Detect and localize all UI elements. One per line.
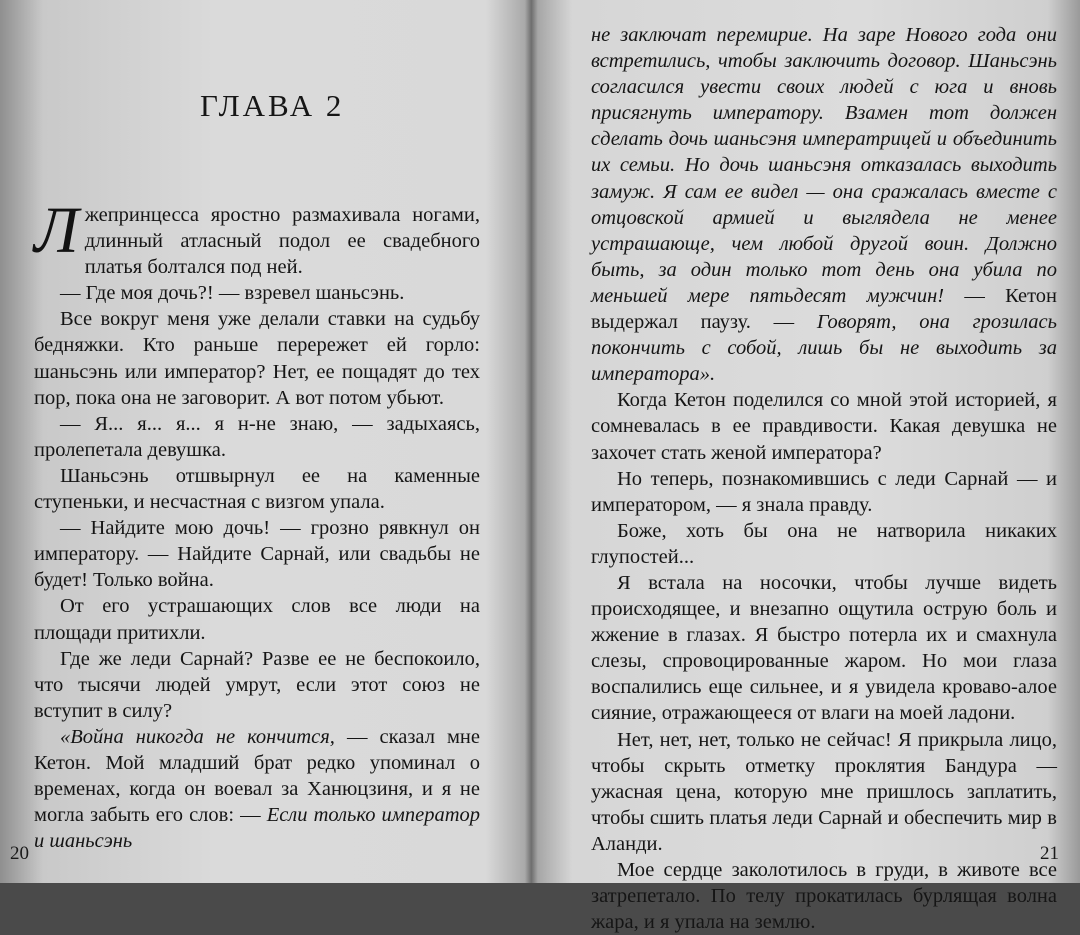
paragraph: — Найдите мою дочь! — грозно рявкнул он императору. — Найдите Сарнай, или свадьбы не будет! Только война. [34,517,480,592]
opening-paragraph [34,194,480,280]
paragraph: Где же леди Сарнай? Разве ее не беспокоило, что тысячи людей умрут, если этот союз не вступит в силу? [34,647,480,722]
quote-italic: «Война никогда не кончится, [60,725,335,748]
paragraph: — Я... я... я... я н-не знаю, — задыхаясь, пролепетала девушка. [34,412,480,461]
quote-plain: — сказал мне Кетон. Мой младший брат редко упоминал о временах, когда он воевал за Ханюцзиня, и я не могла забыть его слов: — [34,725,480,827]
paragraph: Но теперь, познакомившись с леди Сарнай — и императором, — я знала правду. [591,467,1057,516]
paragraph: Шаньсэнь отшвырнул ее на каменные ступеньки, и несчастная с визгом упала. [34,464,480,514]
quote-plain: — Кетон выдержал паузу. — [591,284,1058,334]
paragraph: От его устрашающих слов все люди на площади притихли. [34,595,480,644]
page-number-right: 21 [1040,843,1059,864]
right-page [533,0,1080,934]
quote-continuation [591,22,1057,387]
paragraph: Боже, хоть бы она не натворила никаких глупостей... [591,519,1057,568]
page-number-left: 20 [10,843,29,864]
left-page-text [34,194,480,854]
paragraph: Мое сердце заколотилось в груди, в животе все затрепетало. По телу прокатилась бурлящая волна жара, и я упала на землю. [591,859,1057,934]
chapter-title: ГЛАВА 2 [200,88,345,123]
opening-paragraph-text: жепринцесса яростно размахивала ногами, длинный атласный подол ее свадебного платья болтался под ней. [84,204,480,279]
right-page-text [591,22,1057,935]
quote-italic: не заключат перемирие. На заре Нового года они встретились, чтобы заключить договор. Шаньсэнь согласился увести своих людей с юга и вновь присягнуть императору. Взамен тот должен сделать дочь шаньсэня императрицей и объединить их семьи. Но дочь шаньсэня отказалась выходить замуж. Я сам ее видел — она сражалась вместе с отцовской армией и выглядела не менее устрашающе, чем любой другой воин. Должно быть, за один только тот день она убила по меньшей мере пятьдесят мужчин! [591,24,1057,307]
drop-cap: Л [34,194,79,267]
paragraph: Когда Кетон поделился со мной этой историей, я сомневалась в ее правдивости. Какая девушка не захочет стать женой императора? [591,389,1057,464]
paragraph: — Где моя дочь?! — взревел шаньсэнь. [60,282,405,305]
left-page [0,0,528,883]
quote-italic: Говорят, она грозилась покончить с собой, лишь бы не выходить за императора». [591,311,1057,386]
paragraph: Все вокруг меня уже делали ставки на судьбу бедняжки. Кто раньше перережет ей горло: шаньсэнь или император? Нет, ее пощадят до тех пор, пока она не заговорит. А вот потом убьют. [34,308,480,409]
paragraph: Нет, нет, нет, только не сейчас! Я прикрыла лицо, чтобы скрыть отметку проклятия Бандура — ужасная цена, которую мне пришлось заплатить, чтобы сшить платья леди Сарнай и обеспечить мир в Аланди. [591,728,1057,855]
quote-paragraph [34,724,480,854]
paragraph: Я встала на носочки, чтобы лучше видеть происходящее, и внезапно ощутила острую боль и жжение в глазах. Я быстро потерла их и смахнула слезы, спровоцированные жаром. Но мои глаза воспалились еще сильнее, и я увидела кроваво-алое сияние, отражающееся от влаги на моей ладони. [591,571,1057,725]
quote-italic: Если только император и шаньсэнь [34,804,480,853]
